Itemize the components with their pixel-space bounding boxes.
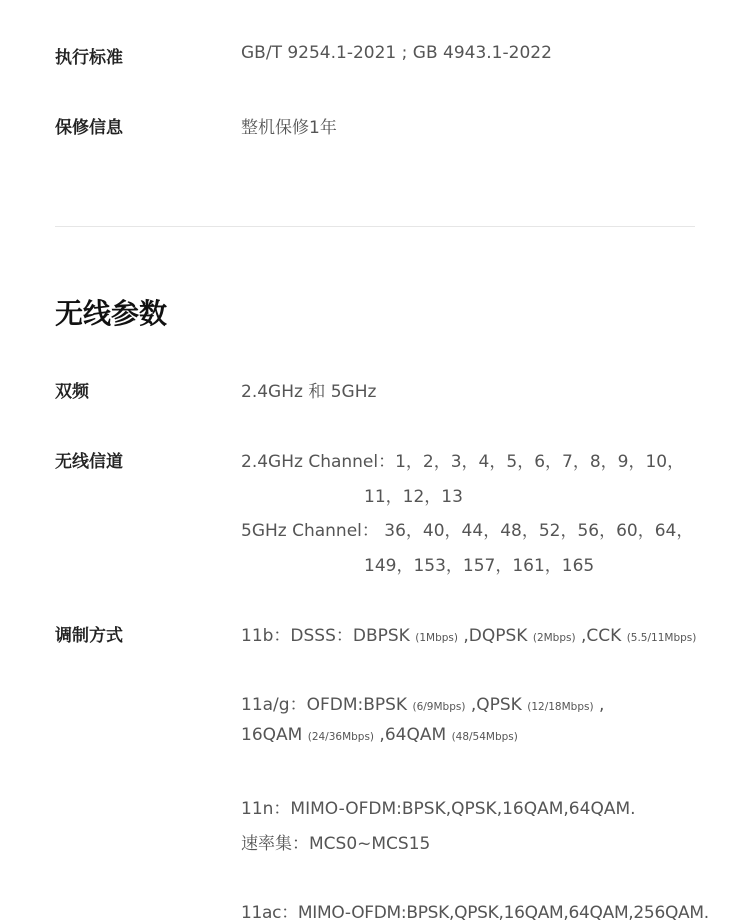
spec-label-warranty: 保修信息 xyxy=(55,118,123,138)
modulation-11n-line-1: 11n：MIMO-OFDM:BPSK,QPSK,16QAM,64QAM. xyxy=(241,799,636,819)
mod-11ag-part-d: 16QAM xyxy=(241,725,308,745)
spec-value-warranty: 整机保修1年 xyxy=(241,118,337,138)
mod-11ag-rate-e: (48/54Mbps) xyxy=(451,731,518,743)
mod-11b-part-b: ,DQPSK xyxy=(457,626,533,646)
spec-value-standard: GB/T 9254.1-2021 ; GB 4943.1-2022 xyxy=(241,43,552,63)
spec-label-standard: 执行标准 xyxy=(55,48,123,68)
modulation-11ag-line-1 xyxy=(241,690,604,715)
modulation-11n-line-2: 速率集：MCS0~MCS15 xyxy=(241,834,431,854)
mod-11ag-part-b: ,QPSK xyxy=(465,695,528,715)
section-divider xyxy=(55,226,695,227)
mod-11b-rate-b: (2Mbps) xyxy=(532,632,576,644)
modulation-11b xyxy=(241,621,696,646)
spec-label-channels: 无线信道 xyxy=(55,452,123,472)
modulation-11ag-line-2 xyxy=(241,725,518,745)
spec-value-dual-band: 2.4GHz 和 5GHz xyxy=(241,382,377,402)
mod-11ag-rate-a: (6/9Mbps) xyxy=(412,701,466,713)
channels-line-1: 2.4GHz Channel：1，2，3，4，5，6，7，8，9，10， xyxy=(241,452,685,472)
channels-line-2: 11，12，13 xyxy=(364,487,463,507)
mod-11ag-part-e: ,64QAM xyxy=(374,725,452,745)
spec-label-modulation: 调制方式 xyxy=(55,626,123,646)
mod-11ag-rate-d: (24/36Mbps) xyxy=(307,731,375,743)
mod-11ag-part-a: 11a/g：OFDM:BPSK xyxy=(241,695,413,715)
channels-line-4: 149，153，157，161，165 xyxy=(364,556,595,576)
section-title-wireless: 无线参数 xyxy=(55,297,168,330)
channels-line-3: 5GHz Channel： 36，40，44，48，52，56，60，64， xyxy=(241,521,694,541)
mod-11b-part-a: 11b：DSSS：DBPSK xyxy=(241,626,416,646)
mod-11ag-part-c: , xyxy=(593,695,605,715)
modulation-11ac-line-1: 11ac：MIMO-OFDM:BPSK,QPSK,16QAM,64QAM,256QAM. xyxy=(241,903,709,923)
mod-11b-rate-c: (5.5/11Mbps) xyxy=(626,632,697,644)
mod-11b-part-c: ,CCK xyxy=(575,626,627,646)
spec-label-dual-band: 双频 xyxy=(55,382,89,402)
mod-11ag-rate-b: (12/18Mbps) xyxy=(527,701,594,713)
mod-11b-rate-a: (1Mbps) xyxy=(415,632,458,644)
